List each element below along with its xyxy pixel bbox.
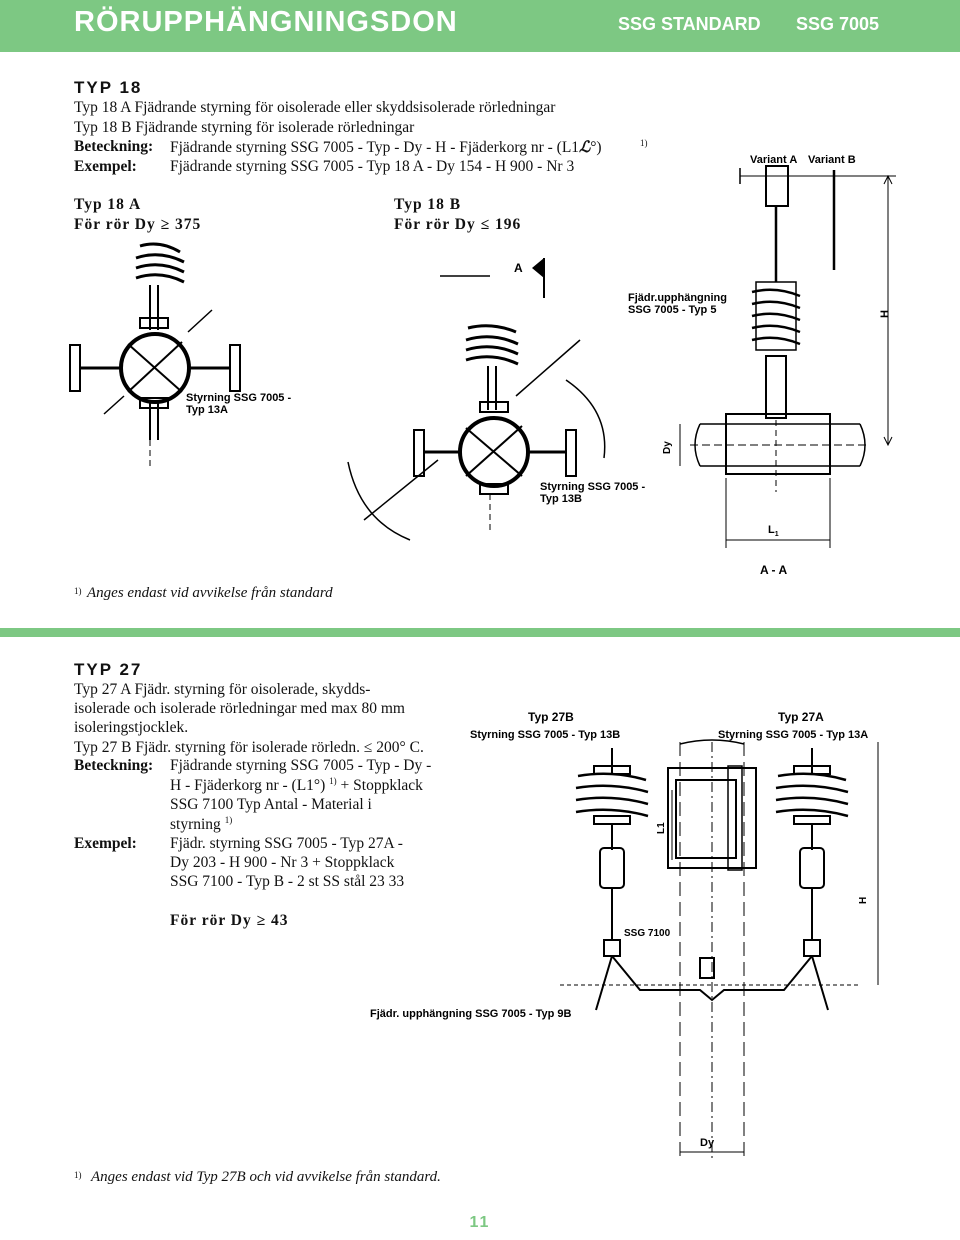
- header-code: SSG 7005: [796, 14, 880, 34]
- dim-l1-label: $L_1$: [768, 524, 779, 538]
- dim-h-label: H: [879, 310, 891, 318]
- dim-dy-label: Dy: [662, 441, 673, 454]
- typ27-drawing: [0, 700, 960, 1170]
- typ18-exempel-text: Fjädrande styrning SSG 7005 - Typ 18 A - Dy 154 - H 900 - Nr 3: [170, 158, 575, 175]
- typ27-p2: isolerade och isolerade rörledningar med max 80 mm: [74, 700, 405, 717]
- typ27-footnote: Anges endast vid Typ 27B och vid avvikelse från standard.: [91, 1169, 441, 1185]
- typ27-ex3: SSG 7100 - Typ B - 2 st SS stål 23 33: [170, 873, 405, 890]
- typ27-footnote-num: 1): [74, 1170, 82, 1180]
- typ18-footnote: Anges endast vid avvikelse från standard: [87, 585, 333, 601]
- typ27-bet1: Fjädrande styrning SSG 7005 - Typ - Dy -: [170, 757, 432, 774]
- typ18b-styrning-label-2: Typ 13B: [540, 493, 582, 505]
- typ27-heading: TYP 27: [74, 660, 143, 679]
- typ9b-label: Fjädr. upphängning SSG 7005 - Typ 9B: [370, 1008, 572, 1020]
- typ18a-sub: För rör Dy ≥ 375: [74, 216, 202, 233]
- section-aa-label: A - A: [760, 563, 788, 577]
- typ27-p1: Typ 27 A Fjädr. styrning för oisolerade, skydds-: [74, 681, 371, 698]
- typ27-ex2: Dy 203 - H 900 - Nr 3 + Stoppklack: [170, 854, 395, 871]
- typ27-beteckning-label: Beteckning:: [74, 757, 154, 774]
- typ18-heading: TYP 18: [74, 78, 143, 97]
- typ18a-styrning-label-2: Typ 13A: [186, 404, 228, 416]
- typ27-dim-h: H: [858, 896, 869, 904]
- typ27-assembly: [560, 740, 878, 1160]
- typ27a-sub: Styrning SSG 7005 - Typ 13A: [718, 729, 869, 741]
- typ18-beteckning-sup: 1): [640, 138, 648, 148]
- header-bar: [0, 0, 960, 52]
- section-aa-assembly: [680, 166, 896, 548]
- typ18-exempel-label: Exempel:: [74, 158, 137, 175]
- typ27b-sub: Styrning SSG 7005 - Typ 13B: [470, 729, 621, 741]
- typ27-ex1: Fjädr. styrning SSG 7005 - Typ 27A -: [170, 835, 403, 852]
- typ18-line2: Typ 18 B Fjädrande styrning för isolerade rörledningar: [74, 119, 415, 136]
- typ18b-sub: För rör Dy ≤ 196: [394, 216, 522, 233]
- ssg7100-label: SSG 7100: [624, 928, 671, 939]
- typ27-dim-dy: Dy: [700, 1137, 715, 1149]
- typ18a-title: Typ 18 A: [74, 196, 142, 213]
- header-standard: SSG STANDARD: [618, 14, 761, 34]
- typ18b-styrning-label-1: Styrning SSG 7005 -: [540, 481, 646, 493]
- header-title: RÖRUPPHÄNGNINGSDON: [74, 6, 458, 38]
- typ27-bet4: styrning $^{1)}$: [170, 815, 233, 834]
- spring-label-2: SSG 7005 - Typ 5: [628, 304, 717, 316]
- typ18-beteckning-text: Fjädrande styrning SSG 7005 - Typ - Dy - H - Fjäderkorg nr - (L1ℒ°): [170, 139, 602, 156]
- typ18-footnote-num: 1): [74, 586, 82, 596]
- typ18a-styrning-label-1: Styrning SSG 7005 -: [186, 392, 292, 404]
- typ27-p4: Typ 27 B Fjädr. styrning för isolerade rörledn. ≤ 200° C.: [74, 739, 424, 756]
- typ18b-section-a: A: [514, 261, 523, 275]
- typ27-bet2: H - Fjäderkorg nr - (L1°) $^{1)}$ + Stoppklack: [170, 776, 423, 795]
- variant-a-label: Variant A: [750, 154, 798, 166]
- typ18b-title: Typ 18 B: [394, 196, 462, 213]
- typ27-bet3: SSG 7100 Typ Antal - Material i: [170, 796, 372, 813]
- typ27-dim-l1: L1: [656, 822, 667, 834]
- typ27-exempel-label: Exempel:: [74, 835, 137, 852]
- typ27b-label: Typ 27B: [528, 710, 574, 724]
- page-number: 11: [469, 1214, 491, 1231]
- typ18-beteckning-label: Beteckning:: [74, 138, 154, 155]
- typ18-line1: Typ 18 A Fjädrande styrning för oisolerade eller skyddsisolerade rörledningar: [74, 99, 556, 116]
- typ27a-label: Typ 27A: [778, 710, 824, 724]
- typ18a-assembly: [70, 244, 240, 470]
- typ27-p3: isoleringstjocklek.: [74, 719, 189, 736]
- variant-b-label: Variant B: [808, 154, 856, 166]
- typ27-dy-title: För rör Dy ≥ 43: [170, 912, 289, 929]
- section-divider: [0, 628, 960, 637]
- typ18-drawing: [0, 140, 960, 580]
- spring-label-1: Fjädr.upphängning: [628, 292, 727, 304]
